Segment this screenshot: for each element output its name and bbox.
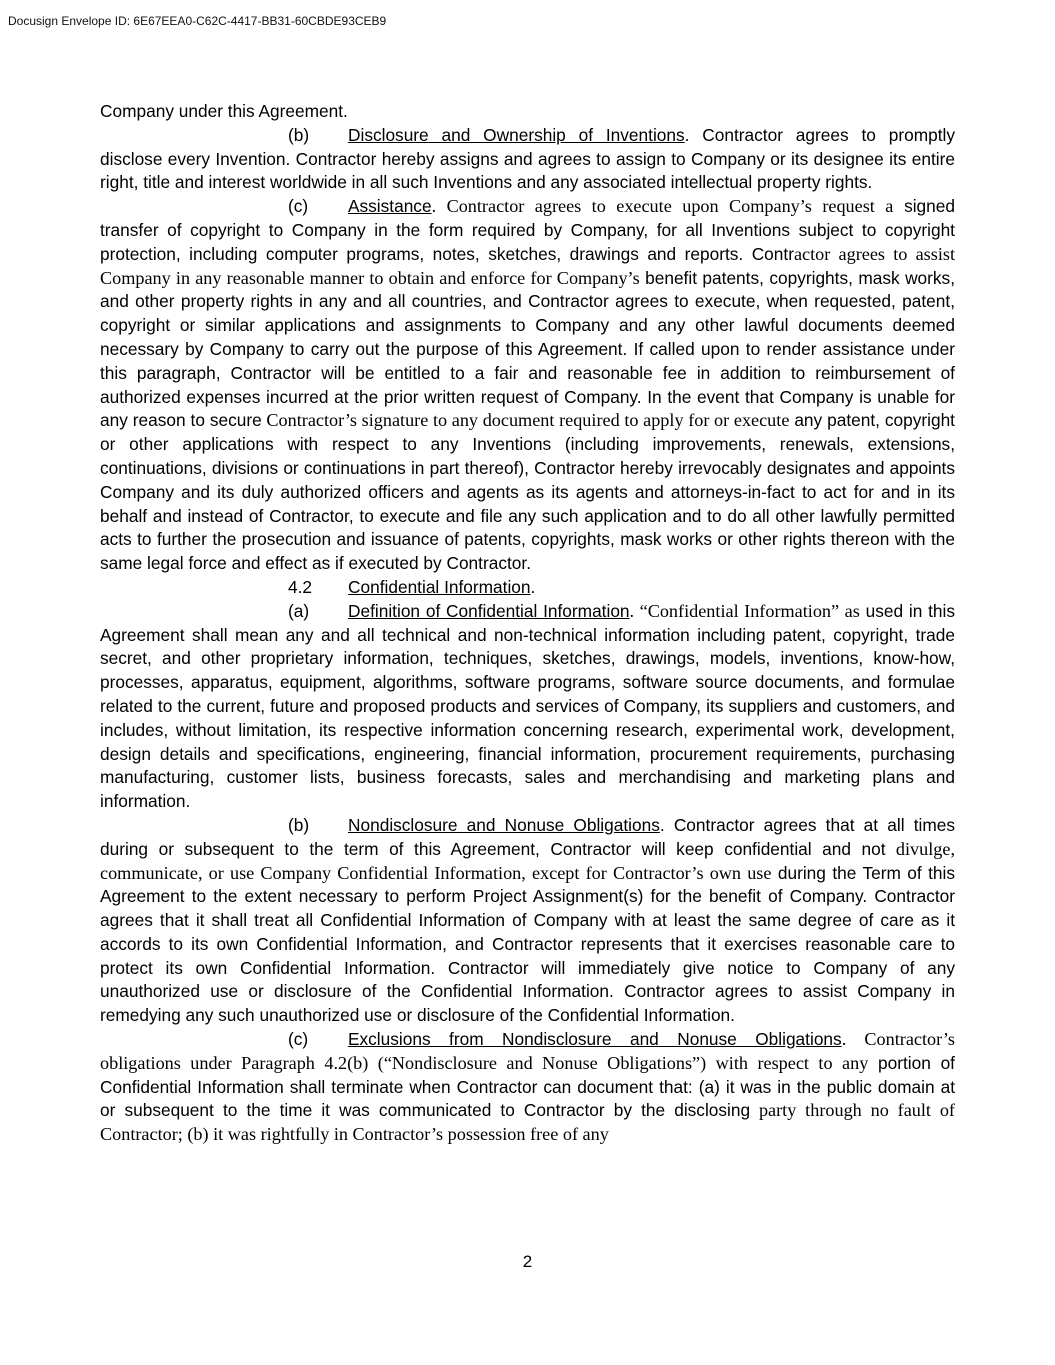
section-number: (c): [288, 1029, 309, 1050]
section-text: during the Term of this Agreement to the extent necessary to perform Project Assignment(s) for the benefit of Company. Contractor agrees that it shall treat all Confidential Information of Company with at least the same degree of care as it accords to its own Confidential Information, and Contractor represents that it exercises reasonable care to protect its own Confidential Information. Contractor will immediately give notice to Company of any unauthorized use or disclosure of the Confidential Information. Contractor agrees to assist Company in remedying any such unauthorized use or disclosure of the Confidential Information.: [100, 862, 955, 1026]
section-c-exclusions: [100, 1028, 955, 1147]
page-number: 2: [522, 1252, 533, 1271]
document-page: [100, 100, 955, 1147]
section-text: . “Confidential Information” as: [629, 600, 860, 621]
section-number: (b): [288, 124, 310, 145]
section-text: .: [530, 576, 536, 597]
section-number: 4.2: [288, 576, 313, 597]
section-heading: Exclusions from Nondisclosure and Nonuse Obligations: [348, 1029, 842, 1050]
section-c-assistance: [100, 195, 955, 576]
section-text: signed transfer of copyright to Company in the form required by Company, for all Inventions subject to copyright protection, including computer programs, notes, sketches, drawings and reports. Contr: [100, 196, 955, 264]
section-4-2-confidential: [100, 576, 955, 600]
section-text: portion of Confidential Information shall terminate when Contractor can document that: (a) it was in the public domain at or subsequent to the time it was communicated to Contractor by the disclosing: [100, 1052, 955, 1121]
section-text: . Contractor agrees to promptly disclose every Invention. Contractor hereby assigns and agrees to assign to Company or its designee its entire right, title and interest worldwide in all such Inventions and any associated intellectual property rights.: [100, 124, 956, 193]
section-heading: Assistance: [348, 196, 432, 217]
section-text: actor agrees to assist Company in any reasonable manner to obtain and enforce for Company’s: [100, 243, 955, 288]
section-text: . Contractor’s obligations under Paragraph 4.2(b) (“Nondisclosure and Nonuse Obligations”) with respect to any: [100, 1029, 955, 1073]
section-heading: Disclosure and Ownership of Inventions: [348, 124, 685, 145]
section-a-definition: [100, 600, 955, 814]
section-text: party through no fault of Contractor; (b) it was rightfully in Contractor’s possession free of any: [100, 1100, 955, 1145]
intro-line: Company under this Agreement.: [100, 101, 348, 121]
section-b-disclosure: [100, 124, 955, 195]
section-b-nondisclosure: [100, 814, 955, 1028]
envelope-id: Docusign Envelope ID: 6E67EEA0-C62C-4417-BB31-60CBDE93CEB9: [8, 14, 387, 28]
section-text: benefit patents, copyrights, mask works, and other property rights in any and all countries, and Contractor agrees to execute, when requested, patent, copyright or similar applications and assignments to Company and any other lawful documents deemed necessary by Company to carry out the purpose of this Agreement. If called upon to render assistance under this paragraph, Contractor will be entitled to a fair and reasonable fee in addition to reimbursement of authorized expenses incurred at the prior written request of Company. In the event that Company is unable for any reason to secure: [100, 267, 955, 431]
section-text: any patent, copyright or other applications with respect to any Inventions (including improvements, renewals, extensions, continuations, divisions or continuations in part thereof), Contractor hereby irrevocably designates and appoints Company and its duly authorized officers and agents as its agents and attorneys-in-fact to act for and in its behalf and instead of Contractor, to execute and file any such application and to do all other lawfully permitted acts to further the prosecution and issuance of patents, copyrights, mask works or other rights thereon with the same legal force and effect as if executed by Contractor.: [100, 410, 955, 574]
section-text: used in this Agreement shall mean any and all technical and non-technical information including patent, copyright, trade secret, and other proprietary information, techniques, sketches, drawings, models, inventions, know-how, processes, apparatus, equipment, algorithms, software programs, software source documents, and formulae related to the current, future and proposed products and services of Company, its suppliers and customers, and includes, without limitation, its respective information concerning research, experimental work, development, design details and specifications, engineering, financial information, procurement requirements, purchasing manufacturing, customer lists, business forecasts, sales and merchandising and marketing plans and information.: [100, 600, 955, 812]
section-heading: Definition of Confidential Information: [348, 600, 630, 621]
section-number: (a): [288, 600, 310, 621]
section-text: divulge, communicate, or use Company Confidential Information, except for Contractor’s own use: [100, 838, 955, 883]
section-text: Contractor’s signature to any document required to apply for or execute: [261, 410, 790, 431]
section-text: . Contractor agrees to execute upon Company’s request a: [431, 196, 894, 217]
section-heading: Confidential Information: [348, 576, 531, 597]
section-heading: Nondisclosure and Nonuse Obligations: [348, 814, 660, 835]
section-number: (c): [288, 196, 309, 217]
section-number: (b): [288, 814, 310, 835]
section-text: . Contractor agrees that at all times during or subsequent to the term of this Agreement, Contractor will keep confidential and not: [100, 814, 955, 859]
